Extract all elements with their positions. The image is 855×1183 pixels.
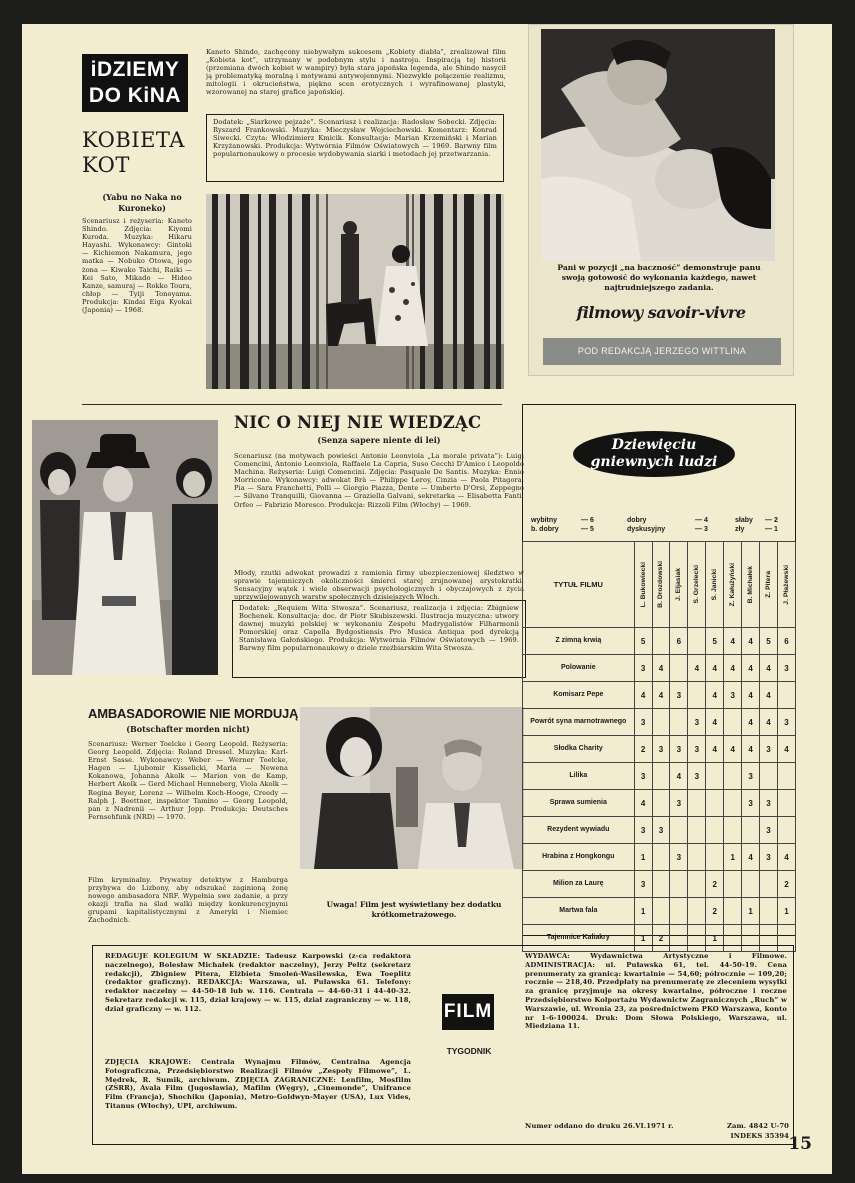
- score-cell: [688, 682, 706, 709]
- colophon-printed: Numer oddano do druku 26.VI.1971 r.: [525, 1122, 674, 1130]
- critic-name: J. Eljasiak: [675, 568, 683, 601]
- table-row: [523, 817, 796, 844]
- savoir-vivre-photo: [541, 29, 775, 261]
- film2-original-title: (Senza sapere niente di lei): [317, 435, 441, 445]
- film2-still-photo: [32, 420, 218, 675]
- score-cell: 4: [760, 655, 778, 682]
- score-cell: [777, 763, 795, 790]
- score-cell: 3: [670, 736, 688, 763]
- magazine-page: [22, 24, 832, 1174]
- score-cell: 4: [652, 682, 670, 709]
- film3-title: AMBASADOROWIE NIE MORDUJĄ: [88, 706, 299, 721]
- film1-still-photo: [206, 194, 504, 389]
- score-cell: 6: [670, 628, 688, 655]
- score-cell: [742, 871, 760, 898]
- film2-addon-box: [232, 600, 526, 678]
- film3-credits: Scenariusz: Werner Toelcke i Georg Leopold. Reżyseria: Georg Leopold. Zdjęcia: Roland Dressel. Muzyka: Karl-Ernst Sasse. Wykonawcy: Weber — Werner Toelcke, Hagen — Ljubomir Kisselicki, Maria — Newena Kokanowa, Johanna Akolk — Marion von de Kamp, Herbert Akolk — Gerd Michael Henneberg, Viola Akolk — Regina Beyer, Lorenz — Wilhelm Koch-Hooge, Creedy — Ralph J. Boettner, inspektor Tamino — Georg Leopold, pan z Nadrenii — Arthur Jopp. Produkcja: Deutsches Fernsehfunk (NRD) — 1970.: [88, 740, 288, 821]
- score-cell: [688, 817, 706, 844]
- score-cell: 3: [670, 844, 688, 871]
- score-cell: 3: [760, 817, 778, 844]
- film3-review: Film kryminalny. Prywatny detektyw z Hamburga przybywa do Lizbony, aby odszukać zaginioną żonę nowego ambasadora NRF. Wypełnia swe zadanie, a przy okazji trafia na ślad walki między konkurencyjnymi grupami kapitalistycznymi z Ameryki i Niemiec Zachodnich.: [88, 876, 288, 925]
- critic-name: B. Michałek: [747, 565, 755, 604]
- score-cell: 1: [724, 844, 742, 871]
- film-title-cell: Hrabina z Hongkongu: [523, 844, 635, 871]
- score-cell: 3: [724, 682, 742, 709]
- film-title-cell: Słodka Charity: [523, 736, 635, 763]
- film-title-cell: Milion za Laurę: [523, 871, 635, 898]
- critic-name: S. Grzelecki: [693, 565, 701, 604]
- score-cell: [724, 898, 742, 925]
- colophon-order: Zam. 4842 U-70: [726, 1122, 789, 1130]
- score-cell: 4: [634, 790, 652, 817]
- score-cell: [688, 628, 706, 655]
- score-cell: 3: [634, 763, 652, 790]
- score-cell: 3: [634, 817, 652, 844]
- film1-title: KOBIETA KOT: [82, 128, 185, 177]
- colophon-index: INDEKS 35394: [730, 1132, 789, 1140]
- score-cell: [670, 817, 688, 844]
- score-cell: [724, 790, 742, 817]
- score-cell: [688, 844, 706, 871]
- score-cell: 3: [760, 844, 778, 871]
- score-cell: [760, 763, 778, 790]
- score-cell: [670, 898, 688, 925]
- score-cell: 3: [670, 682, 688, 709]
- score-cell: [760, 898, 778, 925]
- score-cell: 5: [634, 628, 652, 655]
- score-cell: 1: [742, 898, 760, 925]
- film-logo: FILM: [442, 994, 494, 1030]
- score-cell: 5: [706, 628, 724, 655]
- film1-credits: Scenariusz i reżyseria: Kaneto Shindo. Zdjęcia: Kiyomi Kuroda. Muzyka: Hikaru Hayashi. Wykonawcy: Gintoki — Kichiemon Nakamura, jego matka — Nobuko Otowa, jego żona — Kiwako Taichi, Raiki — Kei Sato, Mikado — Hideo Kanze, samuraj — Rokko Toura, chłop — Tyiji Tonoyama. Produkcja: Kindai Eiga Kyokai (Japonia) — 1968.: [82, 217, 192, 315]
- film2-addon: Dodatek: „Requiem Wita Stwosza”. Scenariusz, realizacja i zdjęcia: Zbigniew Bochenek. Konsultacja: doc. dr Piotr Skubiszewski. Ilustracja muzyczna: utwory dawnej muzyki polskiej w wykonaniu Zespołu Madrygalistów Filharmonii Pomorskiej oraz Capella Bydgostiensis Pro Musica Antiqua pod dyrekcją Stanisława Gałońskiego. Produkcja: Wytwórnia Filmów Oświatowych — 1969. Barwny film popularnonaukowy o dziele rzeźbiarskim Wita Stwosza.: [239, 604, 519, 653]
- score-cell: 4: [742, 628, 760, 655]
- score-cell: [652, 628, 670, 655]
- score-cell: 4: [634, 682, 652, 709]
- score-cell: 3: [688, 763, 706, 790]
- colophon-publisher: WYDAWCA: Wydawnictwa Artystyczne i Filmowe. ADMINISTRACJA: ul. Puławska 61, tel. 44-50-19. Cena prenumeraty za granicą: kwartalnie — 54,60; półrocznie — 109,20; rocznie — 218,40. Przedpłaty na prenumeratę ze zleceniem wysyłki za granicę przyjmuje na okresy kwartalne, półroczne i roczne Przedsiębiorstwo Kolportażu Wydawnictw Zagranicznych „Ruch” w Warszawie, ul. Wronia 23, za pośrednictwem PKO Warszawa, konto nr 1-6-100024. Druk: Dom Słowa Polskiego, Warszawa, ul. Miedziana 11.: [525, 952, 787, 1031]
- score-cell: [777, 682, 795, 709]
- score-cell: [688, 790, 706, 817]
- score-cell: [760, 871, 778, 898]
- score-cell: 1: [777, 898, 795, 925]
- score-cell: 1: [634, 898, 652, 925]
- score-cell: 3: [688, 709, 706, 736]
- score-cell: 3: [652, 817, 670, 844]
- score-cell: 2: [777, 871, 795, 898]
- page-number: 15: [788, 1134, 812, 1154]
- table-row: [523, 736, 796, 763]
- film2-review: Młody, rzutki adwokat prowadzi z ramienia firmy ubezpieczeniowej śledztwo w sprawie tajemniczych okoliczności śmierci starej zrujnowanej arystokratki. Sensacyjny wątek i wiele obserwacji psychologicznych i obyczajowych z życia uprzywilejowanych warstw społecznych dzisiejszych Włoch.: [234, 569, 524, 602]
- score-cell: 1: [706, 925, 724, 952]
- table-row: [523, 628, 796, 655]
- critic-name: Z. Kałużyński: [729, 562, 737, 607]
- film1-addon-box: [206, 114, 504, 182]
- score-cell: 3: [688, 736, 706, 763]
- score-cell: [688, 871, 706, 898]
- score-cell: 4: [777, 736, 795, 763]
- ratings-legend: wybitny — 6 dobry — 4 słaby — 2 b. dobry — 5 dyskusyjny — 3 zły — 1: [531, 517, 778, 533]
- score-cell: 2: [706, 871, 724, 898]
- score-cell: [706, 817, 724, 844]
- score-cell: [724, 709, 742, 736]
- score-cell: 3: [760, 790, 778, 817]
- title-column-header: TYTUŁ FILMU: [523, 542, 635, 628]
- score-cell: 4: [706, 709, 724, 736]
- score-cell: [742, 817, 760, 844]
- score-cell: 4: [706, 736, 724, 763]
- film1-addon: Dodatek: „Siarkowe pejzaże”. Scenariusz i realizacja: Radosław Sobecki. Zdjęcia: Ryszard Frankowski. Muzyka: Mieczysław Wojciechowski. Komentarz: Konrad Siwecki. Czyta: Włodzimierz Kmicik. Konsultacja: Marian Krzemiński i Marian Krzyżanowski. Produkcja: Wytwórnia Filmów Oświatowych — 1969. Barwny film popularnonaukowy o procesie wydobywania siarki i metodach jej przetwarzania.: [213, 118, 497, 159]
- score-cell: 3: [652, 736, 670, 763]
- colophon-editorial: REDAGUJE KOLEGIUM W SKŁADZIE: Tadeusz Karpowski (z-ca redaktora naczelnego), Bolesław Michałek (redaktor naczelny), Jerzy Peltz (sekretarz redakcji), Zbigniew Pitera, Elżbieta Smoleń-Wasilewska, Ewa Toeplitz (redaktor graficzny). REDAKCJA: Warszawa, ul. Puławska 61. Telefony: redaktor naczelny — 44-50-18 lub w. 116. Centrala — 44-60-31 i 44-40-32. Sekretarz redakcji w. 115, dział krajowy — w. 115, dział zagraniczny — w. 118, dział graficzny — w. 112.: [105, 952, 411, 1013]
- score-cell: 4: [724, 628, 742, 655]
- score-cell: 4: [742, 682, 760, 709]
- score-cell: [652, 844, 670, 871]
- score-cell: 3: [634, 871, 652, 898]
- critic-name: S. Janicki: [711, 568, 719, 601]
- score-cell: [652, 763, 670, 790]
- colophon-box: [92, 945, 794, 1145]
- score-cell: [724, 817, 742, 844]
- film-title-cell: Polowanie: [523, 655, 635, 682]
- film-logo-subtitle: TYGODNIK: [446, 1046, 492, 1056]
- score-cell: [724, 871, 742, 898]
- savoir-vivre-panel: [528, 24, 794, 376]
- score-cell: [706, 844, 724, 871]
- critic-name: L. Bukowiecki: [639, 561, 647, 608]
- table-row: [523, 763, 796, 790]
- film-title-cell: Sprawa sumienia: [523, 790, 635, 817]
- table-row: [523, 871, 796, 898]
- film2-title: NIC O NIEJ NIE WIEDZĄC: [234, 413, 482, 432]
- table-row: [523, 790, 796, 817]
- score-cell: 3: [760, 736, 778, 763]
- film3-photo-caption: Uwaga! Film jest wyświetlany bez dodatku krótkometrażowego.: [326, 900, 502, 919]
- film-title-cell: Martwa fala: [523, 898, 635, 925]
- score-cell: [777, 790, 795, 817]
- score-cell: [670, 871, 688, 898]
- score-cell: 4: [724, 655, 742, 682]
- table-row: [523, 655, 796, 682]
- savoir-vivre-editor: POD REDAKCJĄ JERZEGO WITTLINA: [543, 338, 781, 365]
- score-cell: [670, 655, 688, 682]
- badge-line2: DO KiNA: [88, 84, 182, 107]
- table-row: [523, 844, 796, 871]
- film-title-cell: Rezydent wywiadu: [523, 817, 635, 844]
- score-cell: 4: [724, 736, 742, 763]
- score-cell: 2: [634, 736, 652, 763]
- score-cell: 4: [742, 655, 760, 682]
- savoir-vivre-title: filmowy savoir-vivre: [576, 303, 746, 322]
- score-cell: [724, 763, 742, 790]
- score-cell: 4: [777, 844, 795, 871]
- score-cell: [706, 790, 724, 817]
- score-cell: 4: [652, 655, 670, 682]
- score-cell: 5: [760, 628, 778, 655]
- savoir-vivre-caption: Pani w pozycji „na baczność” demonstruje panu swoją gotowość do wykonania każdego, nawet najtrudniejszego zadania.: [557, 263, 761, 292]
- score-cell: 3: [777, 655, 795, 682]
- score-cell: [652, 790, 670, 817]
- colophon-photos: ZDJĘCIA KRAJOWE: Centrala Wynajmu Filmów, Centralna Agencja Fotograficzna, Przedsiębiorstwo Realizacji Filmów „Zespoły Filmowe”, L. Mędrek, R. Sumik, archiwum. ZDJĘCIA ZAGRANICZNE: Lenfilm, Mosfilm (ZSRR), Avala Film (Jugosławia), Mafilm (Węgry), „Cinemonde”, Unifrance Film (Francja), Shochiku (Japonia), Metro-Goldwyn-Mayer (USA), Lux Vides, Titanus (Włochy), UPI, archiwum.: [105, 1058, 411, 1110]
- section-badge: [82, 54, 188, 112]
- film3-original-title: (Botschafter morden nicht): [126, 724, 250, 734]
- critic-name: Z. Pitera: [765, 571, 772, 598]
- film2-credits: Scenariusz (na motywach powieści Antonio Leonviola „La morale privata”): Luigi Comencini, Antonio Leonviola, Raffaele La Capria, Suso Cecchi D'Amico i Leopoldo Machina. Reżyseria: Luigi Comencini. Zdjęcia: Pasquale De Santis. Muzyka: Ennio Morricone. Wykonawcy: adwokat Brà — Philippe Leroy, Cinzia — Paola Pitagora, Pia — Sara Franchetti, Polli — Giorgio Piazza, Dente — Umberto D'Orsi, Zeppegno — Silvano Tranquilli, Giovanna — Graziella Galvani, sekretarka — Elisabetta Fanti, Orfeo — Fabrizio Moresco. Produkcja: Rizzoli Film (Włochy) — 1969.: [234, 452, 524, 509]
- score-cell: 1: [634, 925, 652, 952]
- score-cell: 2: [706, 898, 724, 925]
- film1-original-title: (Yabu no Naka no Kuroneko): [102, 192, 182, 213]
- score-cell: [652, 709, 670, 736]
- score-cell: 1: [634, 844, 652, 871]
- score-cell: [777, 817, 795, 844]
- score-cell: 4: [760, 682, 778, 709]
- film1-review: Kaneto Shindo, zachęcony niebywałym sukcesem „Kobiety diabła”, zrealizował film „Kobieta kot”, utrzymany w podobnym stylu i nastroju. Inspiracją tej historii (przemiana dwóch kobiet w wampiry) była stara japońska legenda, ale Shindo nasycił ją problematyką moralną i motywami antywojennymi. Niezwykłe połączenie realizmu, mitologii i okrucieństwa, piękno scen erotycznych i wyrafinowanej plastyki, wzorowanej na starej grafice japońskiej.: [206, 48, 506, 97]
- score-cell: [652, 871, 670, 898]
- score-cell: 4: [742, 844, 760, 871]
- score-cell: [670, 709, 688, 736]
- score-cell: 4: [670, 763, 688, 790]
- score-cell: 4: [706, 682, 724, 709]
- score-cell: 3: [670, 790, 688, 817]
- score-cell: 4: [760, 709, 778, 736]
- film-title-cell: Powrót syna marnotrawnego: [523, 709, 635, 736]
- score-cell: 3: [742, 763, 760, 790]
- score-cell: [652, 898, 670, 925]
- critic-name: B. Drozdowski: [657, 561, 665, 608]
- score-cell: 4: [742, 709, 760, 736]
- score-cell: [706, 763, 724, 790]
- critic-name: J. Płażewski: [782, 564, 790, 605]
- score-cell: 3: [634, 655, 652, 682]
- film-title-cell: Tajemnice Kaliakry: [523, 925, 635, 952]
- score-cell: 4: [706, 655, 724, 682]
- score-cell: 3: [634, 709, 652, 736]
- score-cell: 3: [777, 709, 795, 736]
- score-cell: 2: [652, 925, 670, 952]
- score-cell: 3: [742, 790, 760, 817]
- film-title-cell: Z zimną krwią: [523, 628, 635, 655]
- score-cell: 4: [742, 736, 760, 763]
- ratings-table: [522, 541, 796, 952]
- score-cell: 4: [688, 655, 706, 682]
- ratings-panel: [522, 404, 796, 943]
- table-row: [523, 898, 796, 925]
- ratings-header-row: [523, 542, 796, 628]
- ratings-title-badge: Dziewięciu gniewnych ludzi: [573, 431, 735, 477]
- score-cell: 6: [777, 628, 795, 655]
- film3-still-photo: [300, 707, 524, 869]
- film-title-cell: Komisarz Pepe: [523, 682, 635, 709]
- badge-line1: iDZIEMY: [90, 58, 180, 81]
- score-cell: [688, 898, 706, 925]
- table-row: [523, 709, 796, 736]
- separator-line: [82, 404, 502, 405]
- table-row: [523, 682, 796, 709]
- film-title-cell: Lilika: [523, 763, 635, 790]
